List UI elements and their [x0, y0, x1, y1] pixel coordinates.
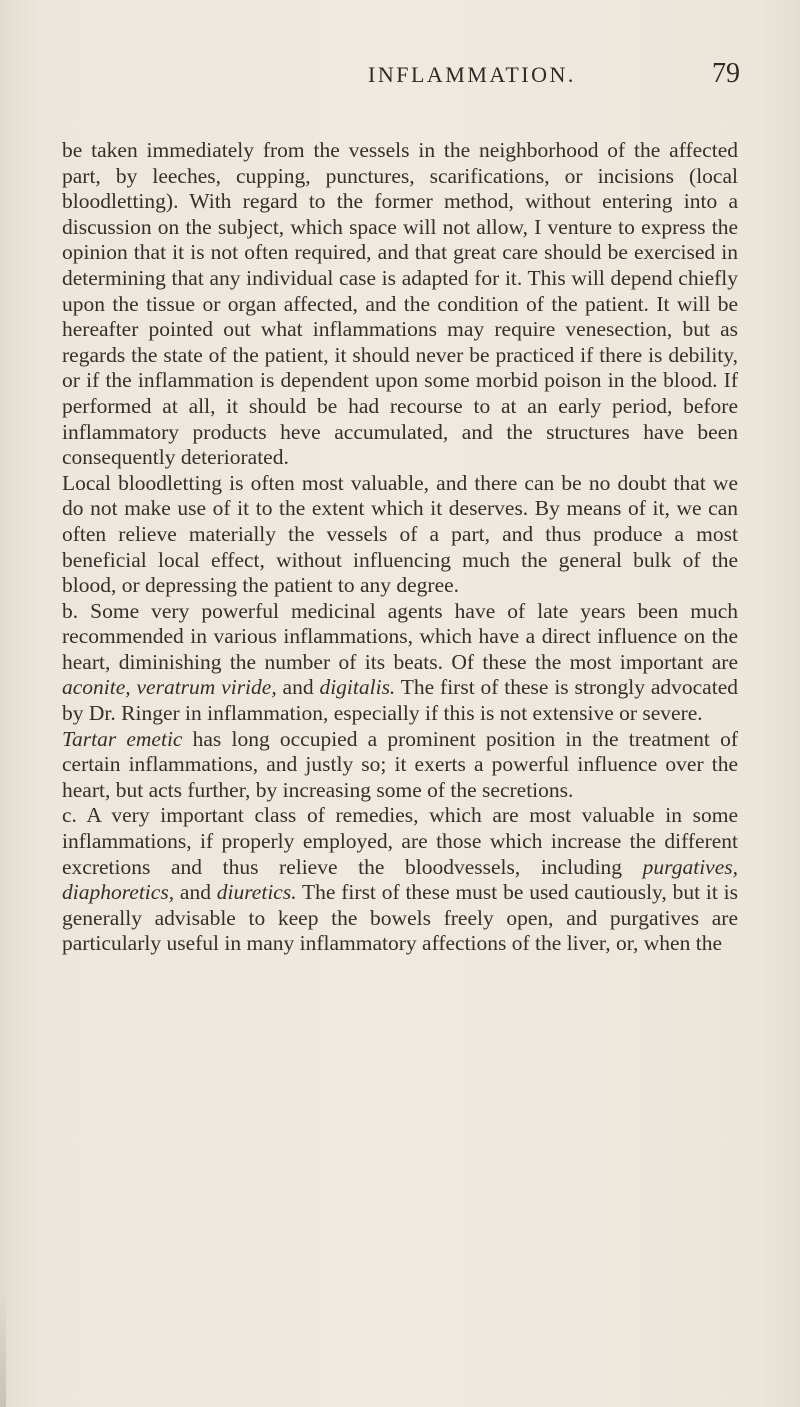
- paragraph-5-text-b: and: [174, 880, 217, 905]
- paragraph-5-text-a: c. A very important class of remedies, which are most valuable in some inflammations, if properly employed, are those which increase the different excretions and thus relieve the bloodvessels, including: [62, 803, 738, 879]
- paragraph-4: [62, 727, 738, 804]
- paragraph-1: [62, 138, 738, 471]
- paragraph-3-text-a: b. Some very powerful medicinal agents have of late years been much recommended in various inflammations, which have a direct influence on the heart, diminishing the number of its beats. Of these the most important are: [62, 598, 738, 674]
- paragraph-2-text: Local bloodletting is often most valuable, and there can be no doubt that we do not make use of it to the extent which it deserves. By means of it, we can often relieve materially the vessels of a part, and thus produce a most beneficial local effect, without influencing much the general bulk of the blood, or depressing the patient to any degree.: [62, 470, 738, 598]
- body-text: [62, 138, 738, 957]
- remedy-name-diuretics: diuretics.: [216, 880, 297, 905]
- drug-name-digitalis: digitalis.: [319, 675, 396, 700]
- paragraph-3-text-b: and: [276, 675, 320, 700]
- page-number: 79: [712, 58, 740, 89]
- paragraph-3: [62, 599, 738, 727]
- paragraph-2: [62, 471, 738, 599]
- drug-name-tartar-emetic: Tartar emetic: [62, 726, 183, 751]
- running-head: INFLAMMATION.: [368, 62, 576, 87]
- page-edge-shadow: [0, 1287, 6, 1407]
- paragraph-1-text: be taken immediately from the vessels in the neighborhood of the affected part, by leeches, cupping, punctures, scarifications, or incisions (local bloodletting). With regard to the former method, without entering into a discussion on the subject, which space will not allow, I venture to express the opinion that it is not often required, and that great care should be exercised in determining that any individual case is adapted for it. This will depend chiefly upon the tissue or organ affected, and the condition of the patient. It will be hereafter pointed out what inflammations may require venesection, but as regards the state of the patient, it should never be practiced if there is debility, or if the inflammation is dependent upon some morbid poison in the blood. If performed at all, it should be had recourse to at an early period, before inflammatory products heve accumulated, and the structures have been consequently deteriorated.: [62, 138, 738, 470]
- paragraph-5-text-c: The first of these must be used cautiously, but it is generally advisable to keep the bowels freely open, and purgatives are particularly useful in many inflammatory affections of the liver, or, when the: [62, 880, 738, 956]
- page-header: [0, 58, 800, 102]
- paragraph-4-text: has long occupied a prominent position in the treatment of certain inflammations, and justly so; it exerts a powerful influence over the heart, but acts further, by increasing some of the secretions.: [62, 726, 738, 802]
- drug-names-aconite-veratrum: aconite, veratrum viride,: [62, 675, 277, 700]
- paragraph-5: [62, 803, 738, 957]
- paragraph-3-text-c: The first of these is strongly advocated by Dr. Ringer in inflammation, especially if this is not extensive or severe.: [62, 675, 738, 726]
- remedy-names-purgatives-diaphoretics: purgatives, diaphoretics,: [62, 854, 738, 905]
